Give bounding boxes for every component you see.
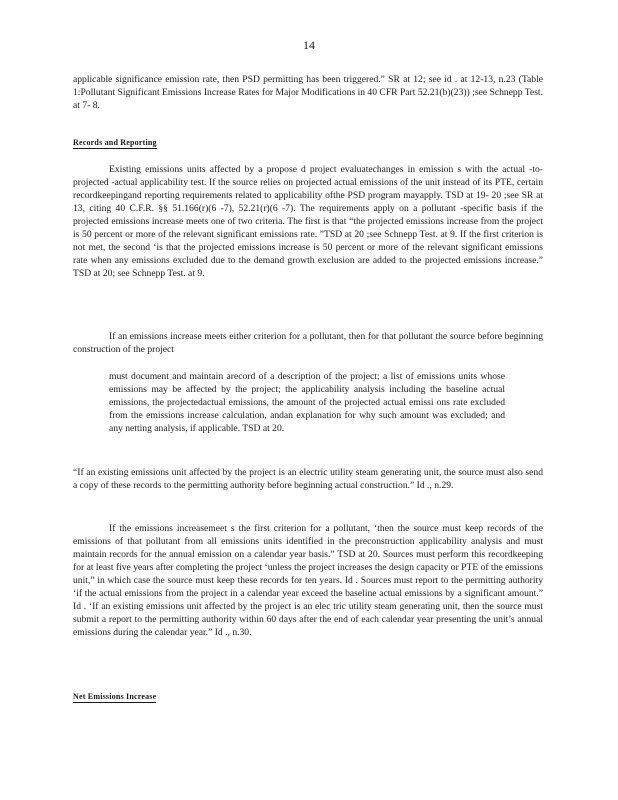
paragraph-existing-emissions-units: Existing emissions units affected by a propose d project evaluatechanges in emission s with the actual -to-projected -actual applicability test. If the source relies on projected actual emissions of the unit instead of its PTE, certain recordkeepingand reporting requirements related to applicability ofthe PSD program mayapply. TSD at 19- 20 ;see SR at 13, citing 40 C.F.R. §§ 51.166(r)(6 -7), 52.21(r)(6 -7). The requirements apply on a pollutant -specific basis if the projected emissions increase meets one of two criteria. The first is that “the projected emissions increase from the project is 50 percent or more of the relevant significant emissions rate. ”TSD at 20 ;see Schnepp Test. at 9. If the first criterion is not met, the second ‘is that the projected emissions increase is 50 percent or more of the relevant significant emissions rate when any emissions excluded due to the demand growth exclusion are added to the projected emissions increase.” TSD at 20; see Schnepp Test. at 9. <box>73 164 543 279</box>
block-quote-documentation: must document and maintain arecord of a description of the project; a list of emissions units whose emissions may be affected by the project; the applicability analysis including the baseline actual emissions, the projectedactual emissions, the amount of the projected actual emissi ons rate excluded from the emissions increase calculation, andan explanation for why such amount was excluded; and any netting analysis, if applicable. TSD at 20. <box>109 371 505 434</box>
paragraph-if-emissions-increase: If an emissions increase meets either criterion for a pollutant, then for that pollutant the source before beginning construction of the project <box>73 331 543 355</box>
section-heading-records-and-reporting: Records and Reporting <box>73 138 157 147</box>
paragraph-first-criterion: If the emissions increasemeet s the first criterion for a pollutant, ‘then the source must keep records of the emissions of that pollutant from all emissions units identified in the preconstruction applicability analysis and must maintain records for the annual emission on a calendar year basis.” TSD at 20. Sources must perform this recordkeeping for at least five years after completing the project ‘unless the project increases the design capacity or PTE of the emissions unit,” in which case the source must keep these records for ten years. Id . Sources must report to the permitting authority ‘if the actual emissions from the project in a calendar year exceed the baseline actual emissions by a significant amount.” Id . ‘If an existing emissions unit affected by the project is an elec tric utility steam generating unit, then the source must submit a report to the permitting authority within 60 days after the end of each calendar year presenting the unit’s annual emissions during the calendar year.” Id ., n.30. <box>73 523 543 638</box>
page-number: 14 <box>303 38 315 52</box>
intro-paragraph: applicable significance emission rate, then PSD permitting has been triggered.” SR at 12; see id . at 12-13, n.23 (Table 1:Pollutant Significant Emissions Increase Rates for Major Modifications in 40 CFR Part 52.21(b)(23)) ;see Schnepp Test. at 7- 8. <box>73 74 543 111</box>
section-heading-net-emissions-increase: Net Emissions Increase <box>73 692 157 701</box>
paragraph-electric-utility: “If an existing emissions unit affected by the project is an electric utility steam generating unit, the source must also send a copy of these records to the permitting authority before beginning actual construction.” Id ., n.29. <box>73 467 543 491</box>
